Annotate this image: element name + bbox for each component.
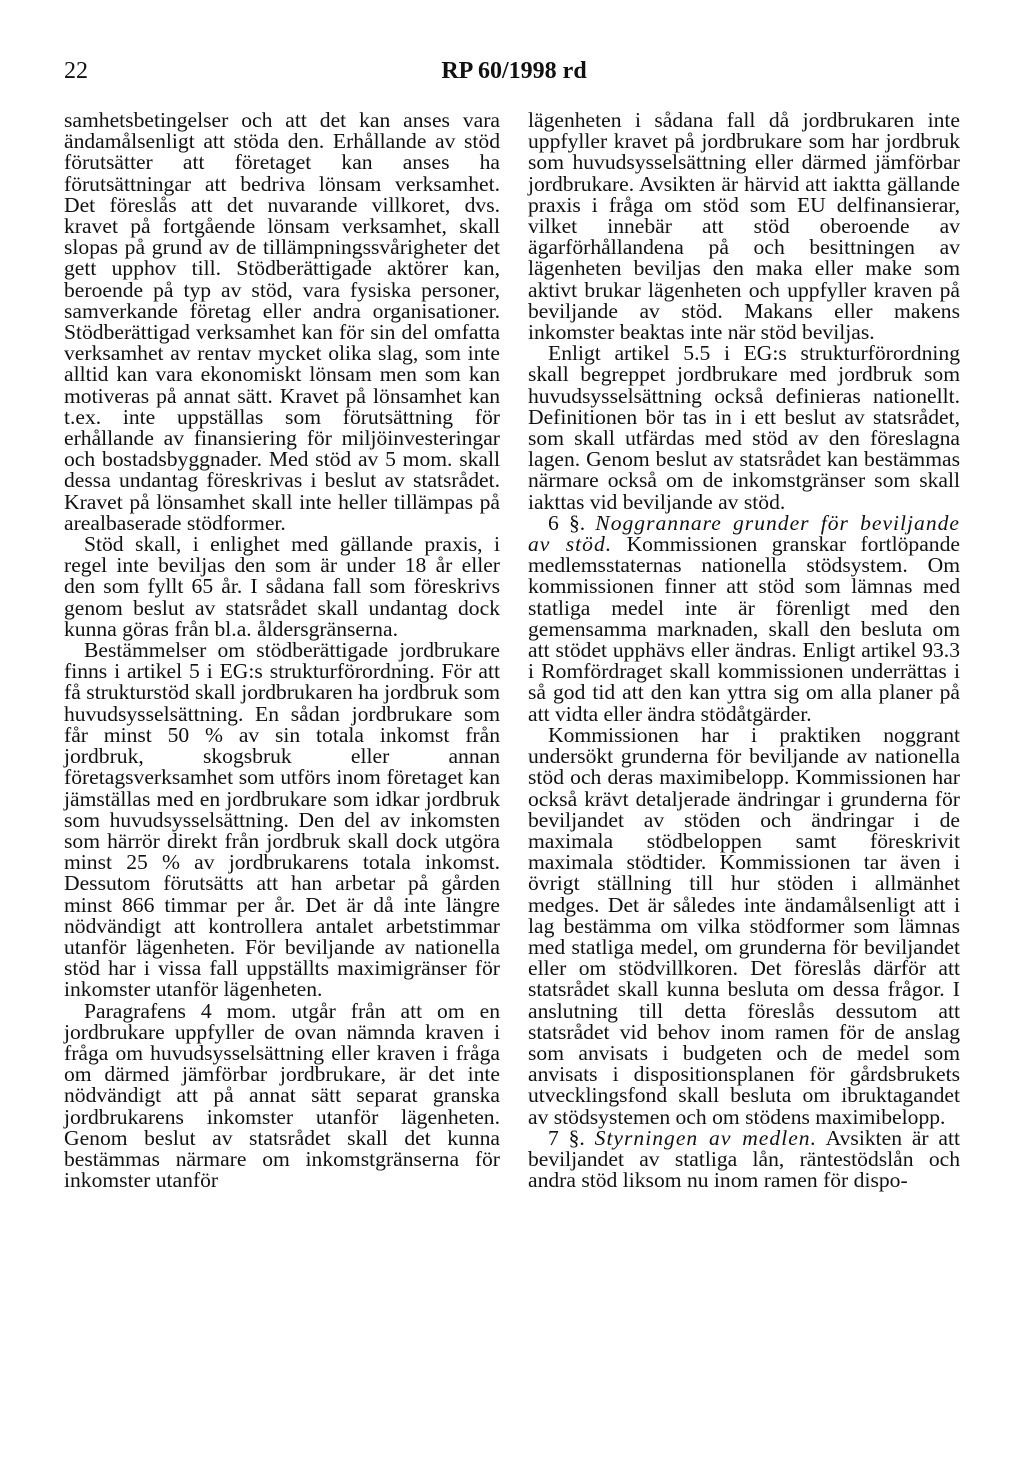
paragraph: Paragrafens 4 mom. utgår från att om en jordbrukare uppfyller de ovan nämnda kraven i fråga om huvudsysselsättning eller kraven i fråga om därmed jämförbar jordbrukare, är det inte nödvändigt att på annat sätt separat granska jordbrukarens inkomster utanför lägenheten. Genom beslut av statsrådet skall det kunna bestämmas närmare om inkomstgränserna för inkomster utanför: [64, 998, 500, 1193]
paragraph: lägenheten i sådana fall då jordbrukaren inte uppfyller kravet på jordbrukare som har jordbruk som huvudsysselsättning eller därmed jämförbar jordbrukare. Avsikten är härvid att iaktta gällande praxis i fråga om stöd som EU delfinansierar, vilket innebär att stöd oberoende av ägarförhållandena på och besittningen av lägenheten beviljas den maka eller make som aktivt brukar lägenheten och uppfyller kraven på beviljande av stöd. Makans eller makens inkomster beaktas inte när stöd beviljas.: [528, 108, 960, 345]
section-6-text: Kommissionen granskar fortlöpande medlemsstaternas nationella stödsystem. Om kommissionen finner att stöd som lämnas med statliga medel inte är förenligt med den gemensamma marknaden, skall den besluta om att stödet upphävs eller ändras. Enligt artikel 93.3 i Romfördraget skall kommissionen underrättas i så god tid att den kan yttra sig om alla planer på att vidta eller ändra stödåtgärder.: [528, 532, 960, 726]
section-6-paragraph: [528, 510, 961, 726]
section-6-title: Noggrannare grunder för beviljande av stöd.: [528, 510, 961, 557]
paragraph: Bestämmelser om stödberättigade jordbrukare finns i artikel 5 i EG:s strukturförordning. För att få strukturstöd skall jordbrukaren ha jordbruk som huvudsysselsättning. En sådan jordbrukare som får minst 50 % av sin totala inkomst från jordbruk, skogsbruk eller annan företagsverksamhet som utförs inom företaget kan jämställas med en jordbrukare som idkar jordbruk som huvudsysselsättning. Den del av inkomsten som härrör direkt från jordbruk skall dock utgöra minst 25 % av jordbrukarens totala inkomst. Dessutom förutsätts att han arbetar på gården minst 866 timmar per år. Det är då inte längre nödvändigt att kontrollera antalet arbetstimmar utanför lägenheten. För beviljande av nationella stöd har i vissa fall uppställts maximigränser för inkomster utanför lägenheten.: [64, 638, 500, 1002]
section-7-label: 7 §.: [548, 1125, 585, 1150]
left-column: [64, 110, 500, 1191]
right-column: [528, 110, 960, 1191]
paragraph: Stöd skall, i enlighet med gällande praxis, i regel inte beviljas den som är under 18 år eller den som fyllt 65 år. I sådana fall som föreskrivs genom beslut av statsrådet skall undantag dock kunna göras från bl.a. åldersgränserna.: [64, 532, 500, 641]
paragraph: Enligt artikel 5.5 i EG:s strukturförordning skall begreppet jordbrukare med jordbruk som huvudsysselsättning också definieras nationellt. Definitionen bör tas in i ett beslut av statsrådet, som skall utfärdas med stöd av den föreslagna lagen. Genom beslut av statsrådet kan bestämmas närmare också om de inkomstgränser som skall iakttas vid beviljande av stöd.: [528, 341, 960, 514]
paragraph: samhetsbetingelser och att det kan anses vara ändamålsenligt att stöda den. Erhållande av stöd förutsätter att företaget kan anses ha förutsättningar att bedriva lönsam verksamhet. Det föreslås att det nuvarande villkoret, dvs. kravet på fortgående lönsam verksamhet, skall slopas på grund av de tillämpningssvårigheter det gett upphov till. Stödberättigade aktörer kan, beroende på typ av stöd, vara fysiska personer, samverkande företag eller andra organisationer. Stödberättigad verksamhet kan för sin del omfatta verksamhet av rentav mycket olika slag, som inte alltid kan vara ekonomiskt lönsam men som kan motiveras på annat sätt. Kravet på lönsamhet kan t.ex. inte uppställas som förutsättning för erhållande av finansiering för miljöinvesteringar och bostadsbyggnader. Med stöd av 5 mom. skall dessa undantag föreskrivas i beslut av statsrådet. Kravet på lönsamhet skall inte heller tillämpas på arealbaserade stödformer.: [64, 108, 500, 535]
section-7-paragraph: [528, 1125, 960, 1193]
paragraph: Kommissionen har i praktiken noggrant undersökt grunderna för beviljande av nationella stöd och deras maximibelopp. Kommissionen har också krävt detaljerade ändringar i grunderna för beviljandet av stöden och ändringar i de maximala stödbeloppen samt föreskrivit maximala stödtider. Kommissionen tar även i övrigt ställning till hur stöden i allmänhet medges. Det är således inte ändamålsenligt att i lag bestämma om vilka stödformer som lämnas med statliga medel, om grunderna för beviljandet eller om stödvillkoren. Det föreslås därför att statsrådet skall kunna besluta om dessa frågor. I anslutning till detta föreslås dessutom att statsrådet vid behov inom ramen för de anslag som anvisats i budgeten och de medel som anvisats i dispositionsplanen för gårdsbrukets utvecklingsfond skall besluta om ibruktagandet av stödsystemen och om stödens maximibelopp.: [528, 722, 960, 1129]
section-7-text: Avsikten är att beviljandet av statliga lån, räntestödslån och andra stöd liksom nu inom ramen för dispo-: [528, 1125, 960, 1193]
page-header: [64, 58, 964, 88]
page-number: 22: [64, 58, 88, 84]
section-6-label: 6 §.: [548, 510, 586, 535]
document-id: RP 60/1998 rd: [441, 58, 587, 84]
section-7-title: Styrningen av medlen.: [594, 1125, 817, 1150]
